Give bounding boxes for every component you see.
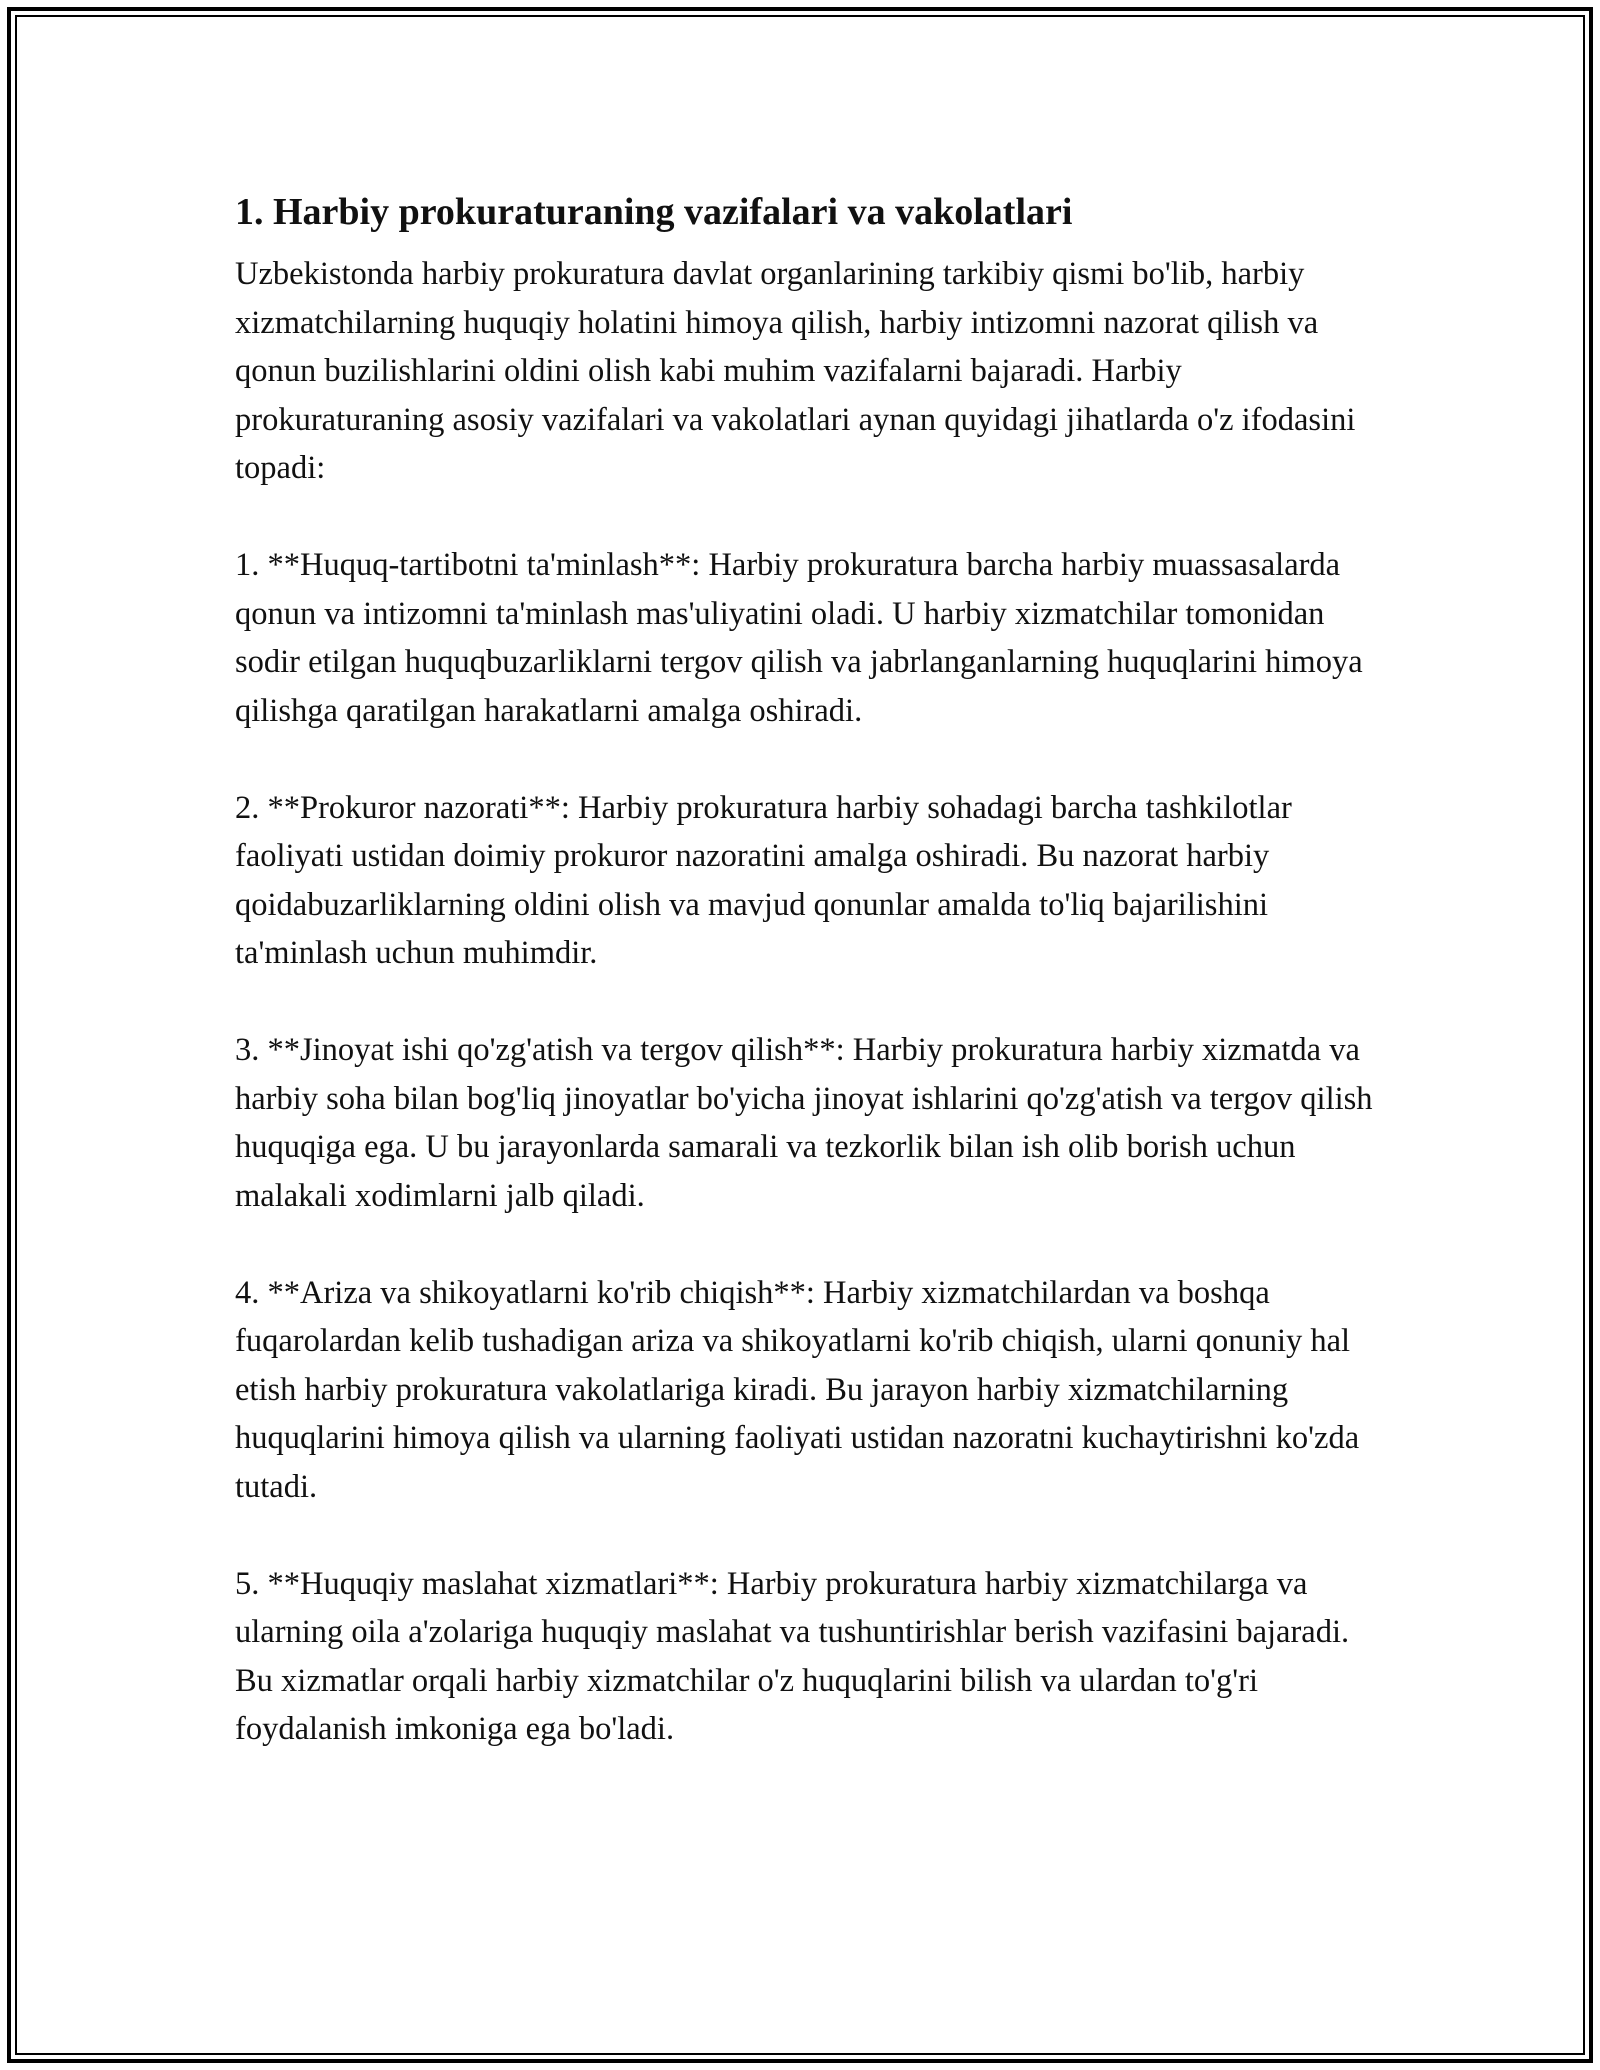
document-title: 1. Harbiy prokuraturaning vazifalari va vakolatlari	[235, 191, 1073, 233]
list-item-3: 3. **Jinoyat ishi qo'zg'atish va tergov qilish**: Harbiy prokuratura harbiy xizmatda va harbiy soha bilan bog'liq jinoyatlar bo'yicha jinoyat ishlarini qo'zg'atish va tergov qilish huquqiga ega. U bu jarayonlarda samarali va tezkorlik bilan ish olib borish uchun malakali xodimlarni jalb qiladi.	[235, 1032, 1373, 1214]
list-item-1: 1. **Huquq-tartibotni ta'minlash**: Harbiy prokuratura barcha harbiy muassasalarda qonun va intizomni ta'minlash mas'uliyatini oladi. U harbiy xizmatchilar tomonidan sodir etilgan huquqbuzarliklarni tergov qilish va jabrlanganlarning huquqlarini himoya qilishga qaratilgan harakatlarni amalga oshiradi.	[235, 547, 1363, 729]
list-item-2: 2. **Prokuror nazorati**: Harbiy prokuratura harbiy sohadagi barcha tashkilotlar faoliyati ustidan doimiy prokuror nazoratini amalga oshiradi. Bu nazorat harbiy qoidabuzarliklarning oldini olish va mavjud qonunlar amalda to'liq bajarilishini ta'minlash uchun muhimdir.	[235, 789, 1292, 971]
document-body	[235, 184, 1375, 1802]
intro-paragraph: Uzbekistonda harbiy prokuratura davlat organlarining tarkibiy qismi bo'lib, harbiy xizmatchilarning huquqiy holatini himoya qilish, harbiy intizomni nazorat qilish va qonun buzilishlarini oldini olish kabi muhim vazifalarni bajaradi. Harbiy prokuraturaning asosiy vazifalari va vakolatlari aynan quyidagi jihatlarda o'z ifodasini topadi:	[235, 256, 1356, 486]
list-item-5: 5. **Huquqiy maslahat xizmatlari**: Harbiy prokuratura harbiy xizmatchilarga va ularning oila a'zolariga huquqiy maslahat va tushuntirishlar berish vazifasini bajaradi. Bu xizmatlar orqali harbiy xizmatchilar o'z huquqlarini bilish va ulardan to'g'ri foydalanish imkoniga ega bo'ladi.	[235, 1565, 1350, 1747]
list-item-4: 4. **Ariza va shikoyatlarni ko'rib chiqish**: Harbiy xizmatchilardan va boshqa fuqarolardan kelib tushadigan ariza va shikoyatlarni ko'rib chiqish, ularni qonuniy hal etish harbiy prokuratura vakolatlariga kiradi. Bu jarayon harbiy xizmatchilarning huquqlarini himoya qilish va ularning faoliyati ustidan nazoratni kuchaytirishni ko'zda tutadi.	[235, 1274, 1360, 1505]
